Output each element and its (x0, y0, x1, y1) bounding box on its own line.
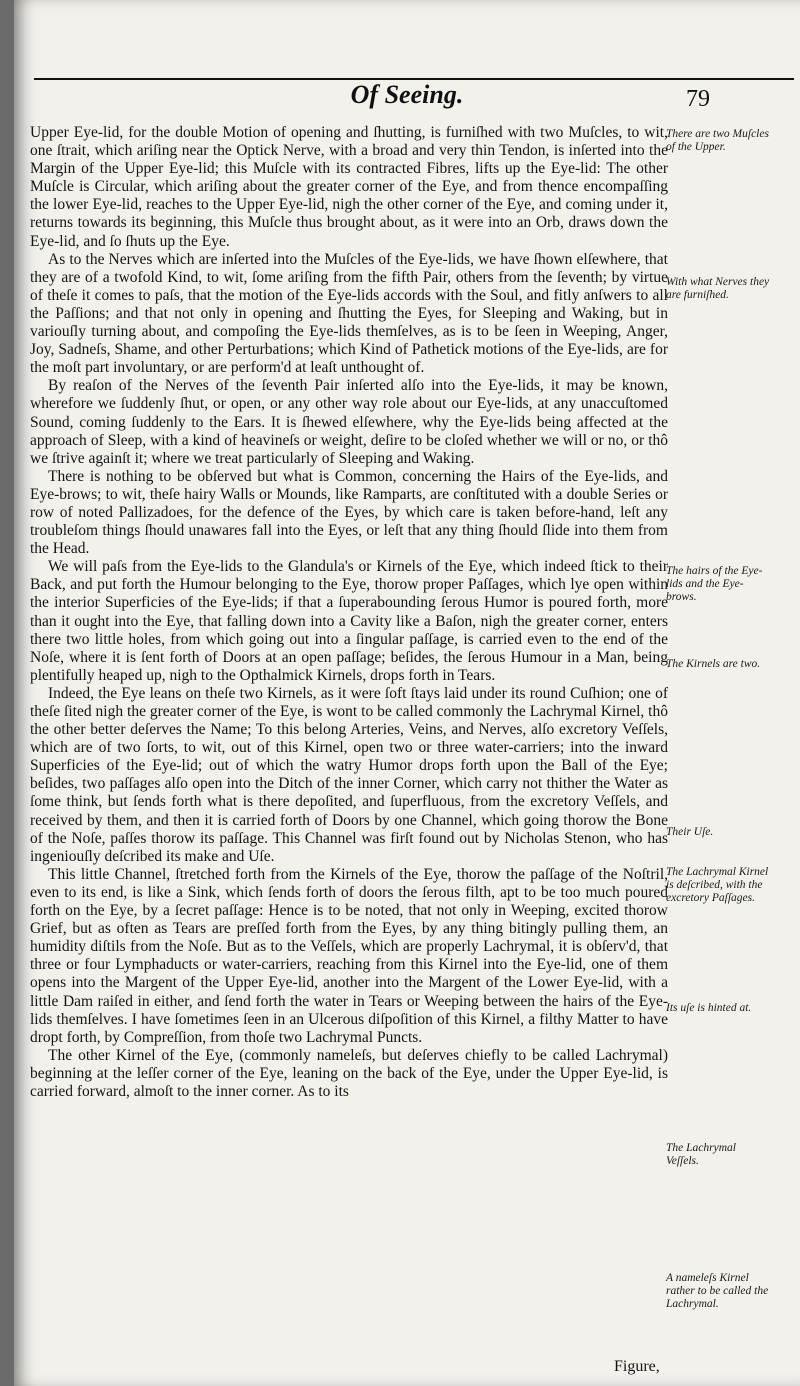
margin-note: The Lachrymal Veſſels. (666, 1142, 736, 1167)
running-title: Of Seeing. (350, 80, 464, 109)
margin-note: With what Nerves they are furniſhed. (666, 276, 770, 301)
paragraph: Upper Eye-lid, for the double Motion of opening and ſhutting, is furniſhed with two Muſcles, to wit, one ſtrait, which ariſing near the Optick Nerve, with a broad and very thin Tendon, is inſerted into the Margin of the Upper Eye-lid; this Muſcle with its contracted Fibres, lifts up the Eye-lid: The other Muſcle is Circular, which ariſing about the greater corner of the Eye, and from thence encompaſſing the lower Eye-lid, reaches to the Upper Eye-lid, nigh the other corner of the Eye, and coming under it, returns towards its beginning, this Muſcle thus brought about, as it were into an Orb, draws down the Eye-lid, and ſo ſhuts up the Eye. (30, 124, 668, 250)
paragraph: As to the Nerves which are inſerted into the Muſcles of the Eye-lids, we have ſhown elſewhere, that they are of a twofold Kind, to wit, ſome ariſing from the fifth Pair, others from the ſeventh; by virtue of theſe it comes to paſs, that the motion of the Eye-lids accords with the Soul, and fitly anſwers to all the Paſſions; and that not only in opening and ſhutting the Eyes, for Sleeping and Waking, but in variouſly turning about, and compoſing the Eye-lids themſelves, as is to be ſeen in Weeping, Anger, Joy, Sadneſs, Shame, and other Perturbations; which Kind of Pathetick motions of the Eye-lids, are for the moſt part involuntary, or are perform'd at leaſt unthought of. (30, 250, 668, 377)
paragraph: The other Kirnel of the Eye, (commonly nameleſs, but deſerves chiefly to be called Lachrymal) beginning at the leſſer corner of the Eye, leaning on the back of the Eye, under the Upper Eye-lid, is carried forward, almoſt to the inner corner. As to its (30, 1046, 668, 1100)
paragraph: We will paſs from the Eye-lids to the Glandula's or Kirnels of the Eye, which indeed ſtick to their Back, and put forth the Humour belonging to the Eye, thorow proper Paſſages, which lye open within the interior Superficies of the Eye-lids; if that a ſuperabounding ſerous Humor is poured forth, more than it ought into the Eye, that falling down into a Cavity like a Baſon, nigh the greater corner, enters there two little holes, from which going out into a ſingular paſſage, is carried even to the end of the Noſe, where it is ſent forth of Doors at an open paſſage; beſides, the ſerous Humour in a Man, being plentifully heaped up, nigh to the Opthalmick Kirnels, drops forth in Tears. (30, 558, 668, 684)
paragraph: This little Channel, ſtretched forth from the Kirnels of the Eye, thorow the paſſage of the Noſtril, even to its end, is like a Sink, which ſends forth of doors the ſerous filth, apt to be too much poured forth on the Eye, by a ſecret paſſage: Hence is to be noted, that not only in Weeping, excited thorow Grief, but as often as Tears are preſſed forth from the Eyes, by any thing bitingly pulling them, an humidity diſtils from the Noſe. But as to the Veſſels, which are properly Lachrymal, it is obſerv'd, that three or four Lymphaducts or water-carriers, reaching from this Kirnel into the Eye-lid, one of them opens into the Margent of the Upper Eye-lid, another into the Margent of the Lower Eye-lid, with a little Dam raiſed in either, and ſend forth the water in Tears or Weeping between the hairs of the Eye-lids themſelves. I have ſometimes ſeen in an Ulcerous diſpoſition of this Kirnel, a filthy Matter to have dropt forth, by Compreſſion, from thoſe two Lachrymal Puncts. (30, 865, 668, 1046)
body-text (30, 124, 668, 1101)
margin-note: The Kirnels are two. (666, 658, 761, 670)
margin-note: The hairs of the Eye-lids and the Eye-brows. (666, 565, 763, 603)
margin-note: A nameleſs Kirnel rather to be called the Lachrymal. (666, 1272, 769, 1310)
paragraph: Indeed, the Eye leans on theſe two Kirnels, as it were ſoft ſtays laid under its round Cuſhion; one of theſe ſited nigh the greater corner of the Eye, is wont to be called commonly the Lachrymal Kirnel, thô the other better deſerves the Name; To this belong Arteries, Veins, and Nerves, alſo excretory Veſſels, which are of two ſorts, to wit, out of this Kirnel, open two or three water-carriers; into the inward Superficies of the Eye-lid; out of which the watry Humor drops forth upon the Ball of the Eye; beſides, two paſſages alſo open into the Ditch of the inner Corner, which carry not thither the Water as ſome think, but ſends forth what is there depoſited, and ſuperfluous, from the excretory Veſſels, and received by them, and then it is carried forth of Doors by one Channel, which going thorow the Bone of the Noſe, paſſes thorow its paſſage. This Channel was firſt found out by Nicholas Stenon, who has ingeniouſly deſcribed its make and Uſe. (30, 684, 668, 865)
margin-note: The Lachrymal Kirnel is deſcribed, with the excretory Paſſages. (666, 866, 769, 904)
paragraph: There is nothing to be obſerved but what is Common, concerning the Hairs of the Eye-lids, and Eye-brows; to wit, theſe hairy Walls or Mounds, like Ramparts, are conſtituted with a double Series or row of noted Pallizadoes, for the defence of the Eyes, by which care is taken before-hand, leſt any troubleſom things ſhould unawares fall into the Eyes, or leſt that any thing ſhould ſlide into them from the Head. (30, 467, 668, 558)
paragraph: By reaſon of the Nerves of the ſeventh Pair inſerted alſo into the Eye-lids, it may be known, wherefore we ſuddenly ſhut, or open, or any other way role about our Eye-lids, at any unaccuſtomed Sound, coming ſuddenly to the Ears. It is ſhewed elſewhere, why the Eye-lids being affected at the approach of Sleep, with a kind of heavineſs or weight, deſire to be cloſed whether we will or no, or thô we ſtrive againſt it; where we treat particularly of Sleeping and Waking. (30, 377, 668, 467)
margin-note: Its uſe is hinted at. (666, 1002, 752, 1014)
catchword: Figure, (614, 1358, 660, 1375)
book-page (14, 0, 800, 1386)
margin-note: Their Uſe. (666, 826, 714, 838)
margin-note: There are two Muſcles of the Upper. (666, 128, 769, 153)
page-number: 79 (686, 86, 710, 112)
